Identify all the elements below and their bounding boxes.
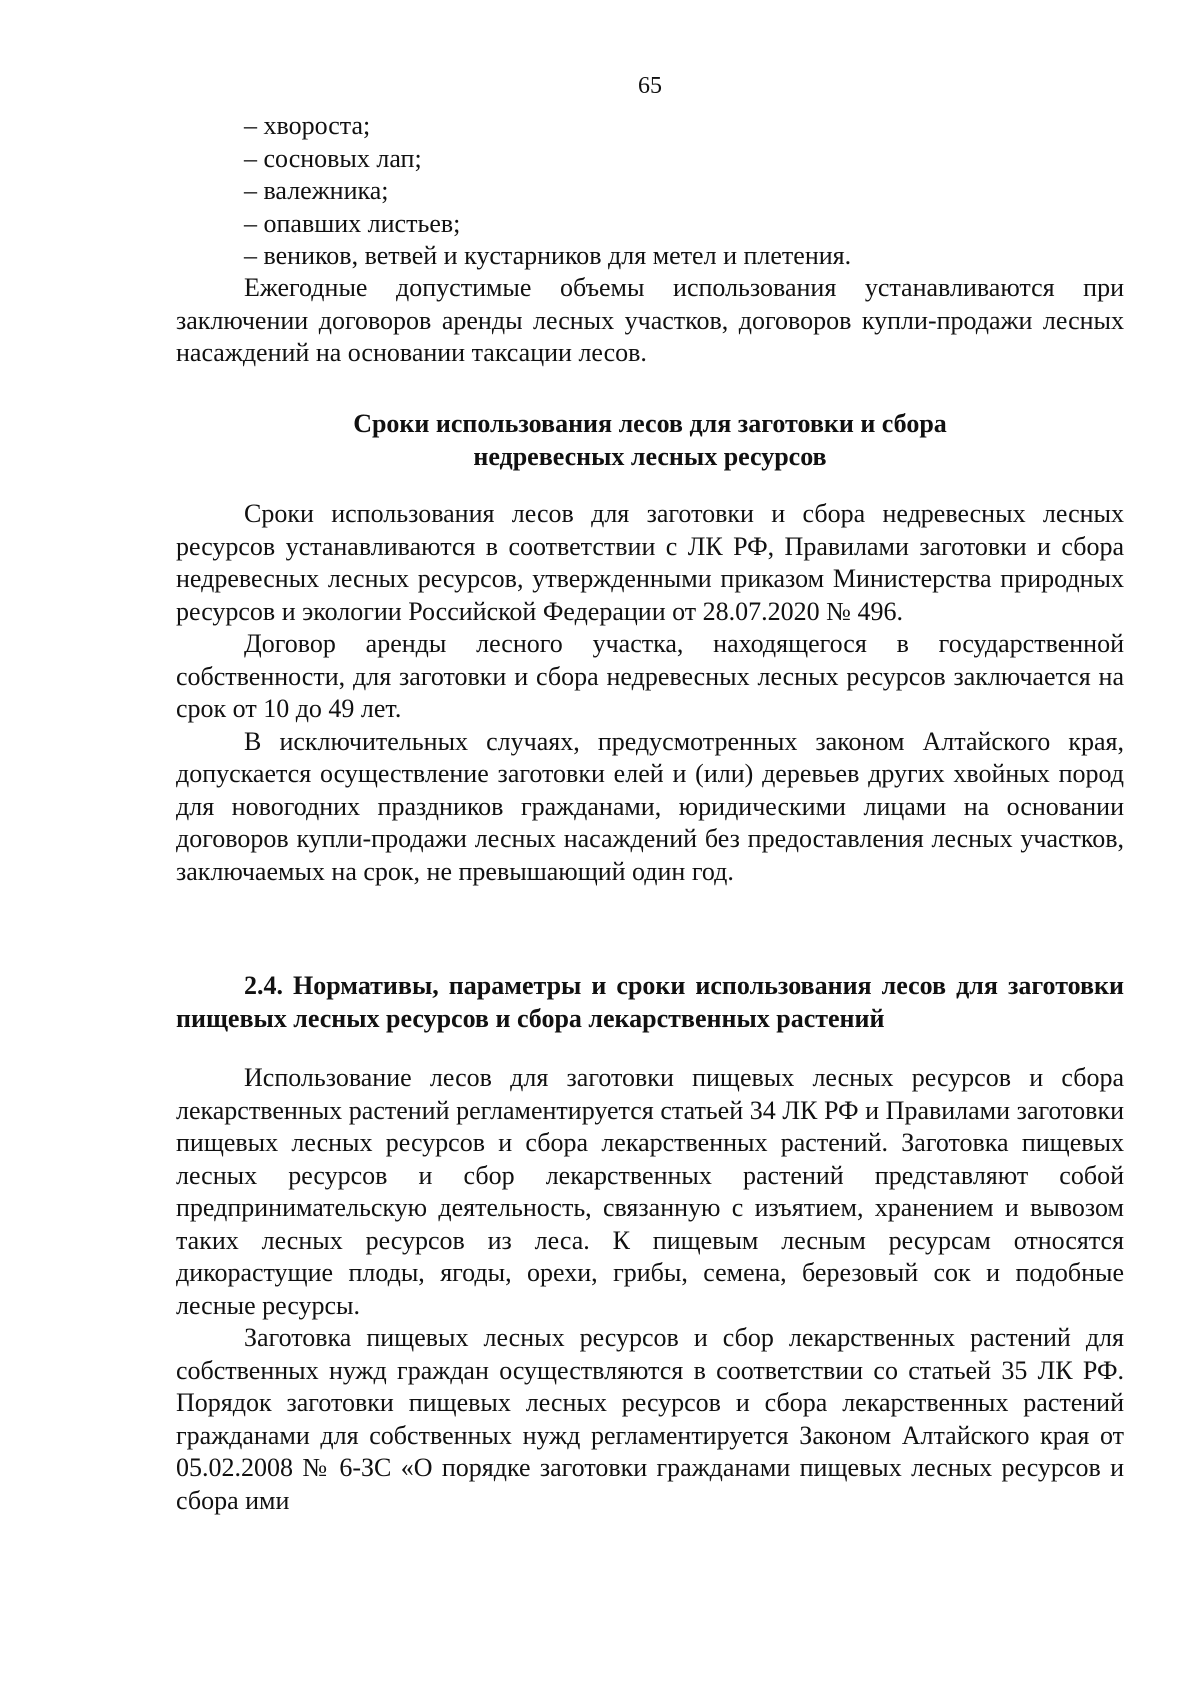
section-terms-body (176, 498, 1124, 888)
section-2-4-body (176, 1062, 1124, 1517)
list-item: – валежника; (244, 176, 389, 205)
section-terms-paragraph: Договор аренды лесного участка, находящегося в государственной собственности, для заготовки и сбора недревесных лесных ресурсов заключается на срок от 10 до 49 лет. (176, 629, 1124, 723)
section-terms-paragraph: Сроки использования лесов для заготовки и сбора недревесных лесных ресурсов устанавливаются в соответствии с ЛК РФ, Правилами заготовки и сбора недревесных лесных ресурсов, утвержденными приказом Министерства природных ресурсов и экологии Российской Федерации от 28.07.2020 № 496. (176, 499, 1124, 626)
section-2-4-heading (176, 970, 1124, 1035)
section-2-4-paragraph: Заготовка пищевых лесных ресурсов и сбор лекарственных растений для собственных нужд граждан осуществляются в соответствии со статьей 35 ЛК РФ. Порядок заготовки пищевых лесных ресурсов и сбора лекарственных растений гражданами для собственных нужд регламентируется Законом Алтайского края от 05.02.2008 № 6-ЗС «О порядке заготовки гражданами пищевых лесных ресурсов и сбора ими (176, 1323, 1124, 1515)
list-item: – сосновых лап; (244, 143, 422, 173)
page-number: 65 (638, 73, 662, 99)
list-item: – веников, ветвей и кустарников для метел и плетения. (244, 241, 852, 270)
intro-paragraph-block (176, 272, 1124, 370)
list-item: – опавших листьев; (244, 208, 461, 238)
section-2-4-paragraph: Использование лесов для заготовки пищевых лесных ресурсов и сбора лекарственных растений регламентируется статьей 34 ЛК РФ и Правилами заготовки пищевых лесных ресурсов и сбора лекарственных растений. Заготовка пищевых лесных ресурсов и сбор лекарственных растений представляют собой предпринимательскую деятельность, связанную с изъятием, хранением и вывозом таких лесных ресурсов из леса. К пищевым лесным ресурсам относятся дикорастущие плоды, ягоды, орехи, грибы, семена, березовый сок и подобные лесные ресурсы. (176, 1063, 1124, 1320)
section-2-4-title: Нормативы, параметры и сроки использования лесов для заготовки пищевых лесных ресурсов и сбора лекарственных растений (176, 971, 1124, 1033)
intro-paragraph: Ежегодные допустимые объемы использования устанавливаются при заключении договоров аренды лесных участков, договоров купли-продажи лесных насаждений на основании таксации лесов. (176, 273, 1124, 367)
section-terms-paragraph: В исключительных случаях, предусмотренных законом Алтайского края, допускается осуществление заготовки елей и (или) деревьев других хвойных пород для новогодних праздников гражданами, юридическими лицами на основании договоров купли-продажи лесных насаждений без предоставления лесных участков, заключаемых на срок, не превышающий один год. (176, 726, 1124, 886)
list-item: – хвороста; (244, 111, 371, 140)
section-2-4-number: 2.4. (244, 971, 283, 1000)
resource-list (176, 110, 1124, 273)
section-terms-heading-line1: Сроки использования лесов для заготовки и сбора (353, 409, 947, 438)
section-terms-heading-line2: недревесных лесных ресурсов (473, 441, 827, 471)
section-terms-heading (176, 408, 1124, 473)
